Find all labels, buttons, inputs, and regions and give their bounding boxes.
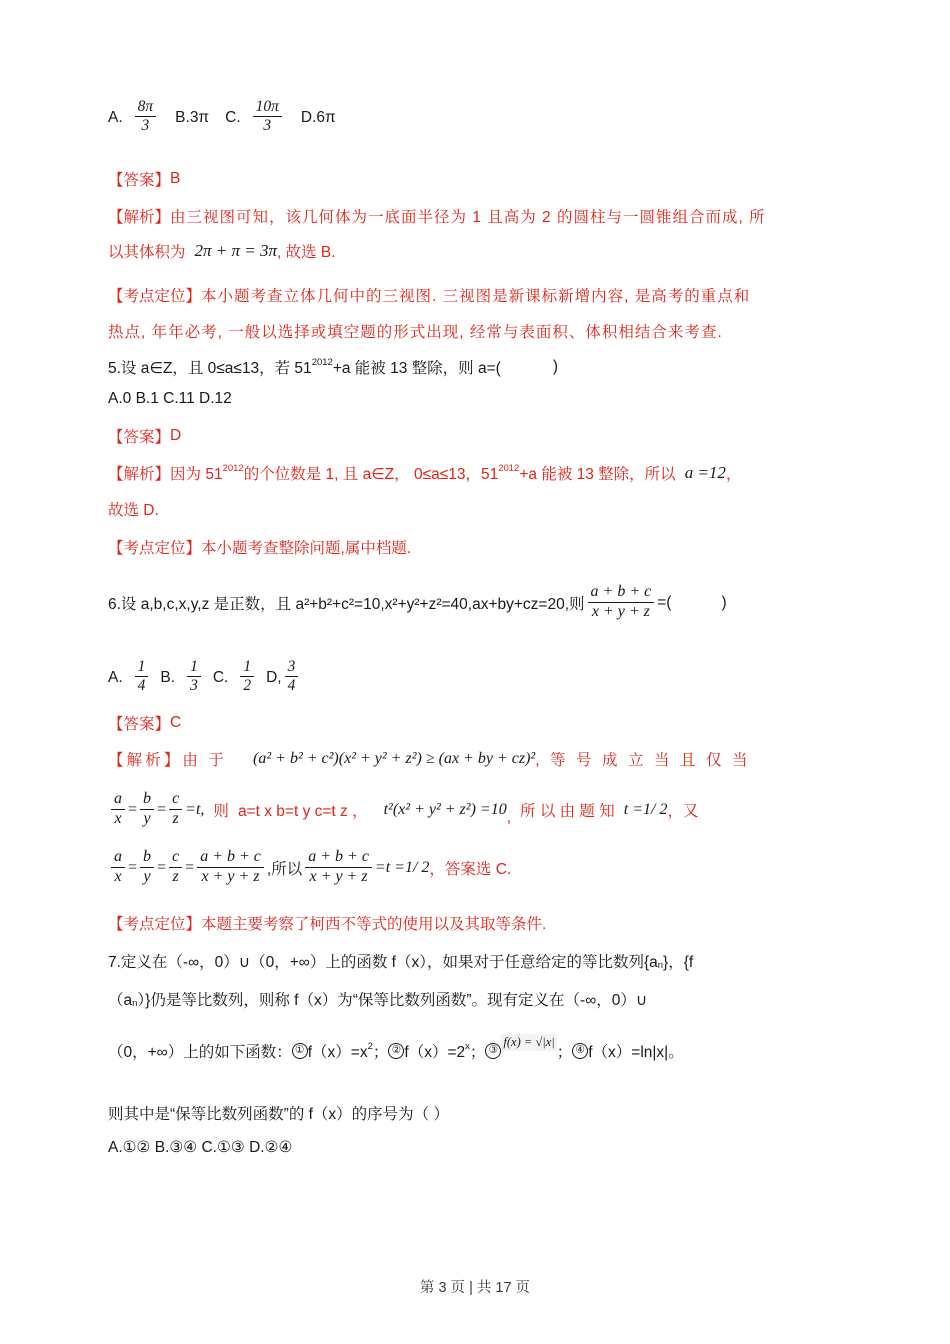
q6-explain3-frac-b-y-denominator: y xyxy=(143,867,151,885)
q7-function-2: f（x）=2 xyxy=(404,1044,466,1061)
q4-explain-tag: 【解析】 xyxy=(108,209,171,226)
q6-explain-frac-b-y-denominator: y xyxy=(143,809,151,827)
q6-explain3-frac-a-x-numerator: a xyxy=(111,849,125,868)
q6-explain3-frac-sum xyxy=(197,849,264,886)
q7-stem-row-2 xyxy=(108,988,647,1010)
q5-stem-suffix: +a 能被 13 整除，则 a=( xyxy=(332,360,501,377)
q6-explain3-frac-sum-2 xyxy=(305,849,372,886)
q6-explain3-answer: ，答案选 C. xyxy=(429,861,512,879)
q6-explain3-frac-a-x-denominator: x xyxy=(114,867,122,885)
q5-explain-tag: 【解析】 xyxy=(108,466,171,483)
q6-option-c-label: C. xyxy=(212,668,229,686)
q6-explain-frac-c-z-denominator: z xyxy=(172,809,179,827)
circled-number-1-icon: ① xyxy=(292,1043,308,1059)
q6-explain-frac-a-x xyxy=(111,791,125,828)
q5-stem-close-paren: ) xyxy=(552,358,558,375)
q5-explain-line2: 故选 D. xyxy=(108,502,159,519)
q6-explain3-frac-sum-2-numerator: a + b + c xyxy=(305,849,372,868)
q7-line2-subscript: n xyxy=(132,997,138,1009)
q7-line2-suffix: ）}仍是等比数列，则称 f（x）为“保等比数列函数”。现有定义在（-∞，0）∪ xyxy=(137,992,648,1009)
q6-stem-fraction-denominator: x + y + z xyxy=(591,602,650,620)
q5-explain-row-2 xyxy=(108,498,159,520)
q4-answer-tag: 【答案】 xyxy=(108,172,171,189)
q6-option-a-denominator: 4 xyxy=(137,677,146,695)
q4-option-a-numerator: 8π xyxy=(135,99,157,117)
q5-answer-row xyxy=(108,425,181,447)
q7-function-1-end: ； xyxy=(372,1044,389,1061)
q5-explain-row-1 xyxy=(108,462,741,484)
q7-line1-subscript: n xyxy=(657,959,664,971)
q6-explain3-result: =t =1/ 2 xyxy=(374,859,430,877)
q6-stem-prefix: 6.设 a,b,c,x,y,z 是正数，且 a xyxy=(108,596,305,614)
q5-explain-middle-1: 的个位数是 1, 且 a∈Z， 0≤a≤13，51 xyxy=(243,466,499,483)
q7-line2-prefix: （a xyxy=(108,992,133,1009)
q4-explain-line2-math: 2π + π = 3π xyxy=(194,241,278,260)
q6-explain3-frac-sum-2-denominator: x + y + z xyxy=(309,867,368,885)
q6-option-b-numerator: 1 xyxy=(187,659,201,677)
q6-stem-fraction xyxy=(588,584,655,621)
q4-keypoint-line1: 本小题考查立体几何中的三视图. 三视图是新课标新增内容, 是高考的重点和 xyxy=(201,288,751,305)
q6-explain-comma: , xyxy=(506,809,512,827)
q6-option-c-numerator: 1 xyxy=(240,659,254,677)
q6-explain-frac-c-z-numerator: c xyxy=(169,791,182,810)
q7-options-row xyxy=(108,1138,292,1157)
q6-explain-frac-c-z xyxy=(169,791,182,828)
q4-option-a-denominator: 3 xyxy=(141,117,150,135)
q5-stem-exponent: 2012 xyxy=(311,356,333,368)
q7-options: A.①② B.③④ C.①③ D.②④ xyxy=(108,1139,293,1156)
circled-number-3-icon: ③ xyxy=(485,1043,501,1059)
circled-number-4-icon: ④ xyxy=(572,1043,588,1059)
q6-explain-substitutions: a=t x b=t y c=t z ， xyxy=(237,803,368,821)
q5-explain-prefix: 因为 51 xyxy=(170,466,223,483)
q4-explain-row-1 xyxy=(108,205,766,227)
q5-explain-exponent-2: 2012 xyxy=(498,462,520,474)
q6-explain3-so: ,所以 xyxy=(266,861,303,879)
q4-explain-line2-prefix: 以其体积为 xyxy=(108,244,186,261)
q5-options-row xyxy=(108,390,232,408)
q6-explain-row-1 xyxy=(108,748,751,770)
q6-keypoint-row xyxy=(108,912,546,934)
q6-option-c-denominator: 2 xyxy=(243,677,252,695)
q6-keypoint-tag: 【考点定位】 xyxy=(108,916,202,933)
q7-function-3-end: ； xyxy=(556,1044,573,1061)
q6-explain-because: 由 于 xyxy=(182,752,228,769)
q6-explain3-frac-a-x xyxy=(111,849,125,886)
q5-explain-exponent-1: 2012 xyxy=(222,462,244,474)
q6-explain-condition: , 等 号 成 立 当 且 仅 当 xyxy=(535,752,751,769)
q6-explain-therefore: 所 以 由 题 知 xyxy=(520,803,615,821)
q6-option-b-fraction xyxy=(187,659,201,695)
q7-function-1-exponent: 2 xyxy=(367,1040,373,1052)
q7-function-3-formula-image: f(x) = √|x| xyxy=(503,1034,555,1049)
q6-answer-row xyxy=(108,712,181,734)
q5-answer-tag: 【答案】 xyxy=(108,429,171,446)
q6-explain-then: 则 xyxy=(213,803,229,821)
q4-explain-row-2 xyxy=(108,240,336,262)
q6-option-d-denominator: 4 xyxy=(287,677,296,695)
q6-stem-close-paren: ) xyxy=(721,594,727,612)
q6-explain-equals-t: =t, xyxy=(185,801,205,819)
q6-explain-frac-a-x-numerator: a xyxy=(111,791,125,810)
q6-answer-value: C xyxy=(170,714,182,731)
q4-option-a-fraction xyxy=(135,99,157,135)
q6-explain3-frac-c-z-denominator: z xyxy=(172,867,179,885)
q6-options-row xyxy=(108,660,301,696)
q4-option-a-label: A. xyxy=(108,108,123,126)
q6-option-a-fraction xyxy=(135,659,149,695)
q4-answer-row xyxy=(108,168,180,190)
q5-options: A.0 B.1 C.11 D.12 xyxy=(108,390,232,407)
q7-stem-row-3 xyxy=(108,1034,684,1062)
q6-option-a-label: A. xyxy=(108,668,123,686)
q6-option-d-fraction xyxy=(285,659,299,695)
q5-keypoint-row xyxy=(108,536,411,558)
q5-answer-value: D xyxy=(170,427,182,444)
q5-explain-tail: ， xyxy=(725,466,742,483)
q4-option-d: D.6π xyxy=(300,108,336,126)
q7-function-2-exponent: x xyxy=(465,1040,470,1052)
q4-option-c-numerator: 10π xyxy=(253,99,282,117)
q7-function-1: f（x）=x xyxy=(307,1044,368,1061)
page-footer: 第 3 页 | 共 17 页 xyxy=(419,1280,531,1296)
q5-explain-middle-2: +a 能被 13 整除，所以 xyxy=(519,466,676,483)
q7-stem-row-1 xyxy=(108,950,693,972)
q6-explain-t-squared-eq: t²(x² + y² + z²) =10 xyxy=(383,801,507,819)
q6-explain-t-value: t =1/ 2 xyxy=(623,801,668,819)
q4-option-c-label: C. xyxy=(225,108,241,126)
q4-option-c-fraction xyxy=(253,99,282,135)
q6-option-b-label: B. xyxy=(160,668,176,686)
q7-stem-row-4 xyxy=(108,1102,449,1124)
q6-answer-tag: 【答案】 xyxy=(108,716,171,733)
q6-option-d-numerator: 3 xyxy=(285,659,299,677)
q6-stem-fraction-numerator: a + b + c xyxy=(588,584,655,603)
q4-option-b: B.3π xyxy=(175,108,210,126)
q5-stem-prefix: 5.设 a∈Z，且 0≤a≤13，若 51 xyxy=(108,360,312,377)
q6-option-b-denominator: 3 xyxy=(190,677,198,695)
q6-explain-row-3: $\frac{a}{x}$ = $\frac{b}{y}$ = $\frac{c}{z}$ = $\frac{a + b + c}{x + y + z}$ ,所以 $\frac{a + b + c}{x + y + z}$ =t =1/ 2 ，答案选 C. xyxy=(108,850,511,887)
q4-answer-value: B xyxy=(170,170,181,187)
q5-stem-row xyxy=(108,356,558,378)
q4-keypoint-row-2 xyxy=(108,320,723,342)
q6-explain3-frac-c-z-numerator: c xyxy=(169,849,182,868)
q6-option-a-numerator: 1 xyxy=(135,659,149,677)
q6-explain3-frac-sum-denominator: x + y + z xyxy=(201,867,260,885)
q4-keypoint-row-1 xyxy=(108,284,750,306)
q7-function-4: f（x）=ln|x|。 xyxy=(588,1044,684,1061)
q5-explain-math: a =12 xyxy=(684,463,726,482)
q6-explain-frac-b-y xyxy=(140,791,154,828)
q4-keypoint-line2: 热点, 年年必考, 一般以选择或填空题的形式出现, 经常与表面积、体积相结合来考查. xyxy=(108,324,723,341)
q5-keypoint-tag: 【考点定位】 xyxy=(108,540,202,557)
q6-explain3-frac-b-y xyxy=(140,849,154,886)
q6-stem-row xyxy=(108,585,727,622)
q6-explain-row-2: $\frac{a}{x}$ = $\frac{b}{y}$ = $\frac{c}{z}$ =t, 则 a=t x b=t y c=t z ， t²(x² + y² + z²) =10 , 所 以 由 题 知 t =1/ 2 ，又 xyxy=(108,792,698,829)
q6-explain-inequality: (a² + b² + c²)(x² + y² + z²) ≥ (ax + by + cz)² xyxy=(253,750,536,767)
q6-explain-tag: 【解析】 xyxy=(108,752,183,769)
q7-line3-prefix: （0，+∞）上的如下函数： xyxy=(108,1044,292,1061)
q7-line1-tail: }，{f xyxy=(663,954,694,971)
q7-function-2-end: ； xyxy=(469,1044,486,1061)
q6-explain3-frac-b-y-numerator: b xyxy=(140,849,154,868)
q4-explain-line2-suffix: , 故选 B. xyxy=(277,244,336,261)
q7-line4: 则其中是“保等比数列函数”的 f（x）的序号为（ ） xyxy=(108,1106,449,1123)
q6-explain3-frac-sum-numerator: a + b + c xyxy=(197,849,264,868)
q7-line1: 7.定义在（-∞，0）∪（0，+∞）上的函数 f（x），如果对于任意给定的等比数列{a xyxy=(108,954,658,971)
q4-option-c-denominator: 3 xyxy=(263,117,272,135)
circled-number-2-icon: ② xyxy=(388,1043,404,1059)
q6-explain-frac-a-x-denominator: x xyxy=(114,809,122,827)
q4-keypoint-tag: 【考点定位】 xyxy=(108,288,202,305)
q6-stem-equations: ²+b²+c²=10,x²+y²+z²=40,ax+by+cz=20,则 xyxy=(304,596,585,614)
q6-explain3-frac-c-z xyxy=(169,849,182,886)
q6-option-d-label: D, xyxy=(266,668,282,686)
q6-explain-also: ，又 xyxy=(667,803,699,821)
q4-explain-line1: 由三视图可知，该几何体为一底面半径为 1 且高为 2 的圆柱与一圆锥组合而成, 所 xyxy=(170,209,766,226)
q4-options-row xyxy=(108,100,336,136)
q6-keypoint-text: 本题主要考察了柯西不等式的使用以及其取等条件. xyxy=(201,916,547,933)
q5-keypoint-text: 本小题考查整除问题,属中档题. xyxy=(201,540,412,557)
q6-stem-equals: =( xyxy=(657,594,672,612)
q6-option-c-fraction xyxy=(240,659,254,695)
q6-explain-frac-b-y-numerator: b xyxy=(140,791,154,810)
